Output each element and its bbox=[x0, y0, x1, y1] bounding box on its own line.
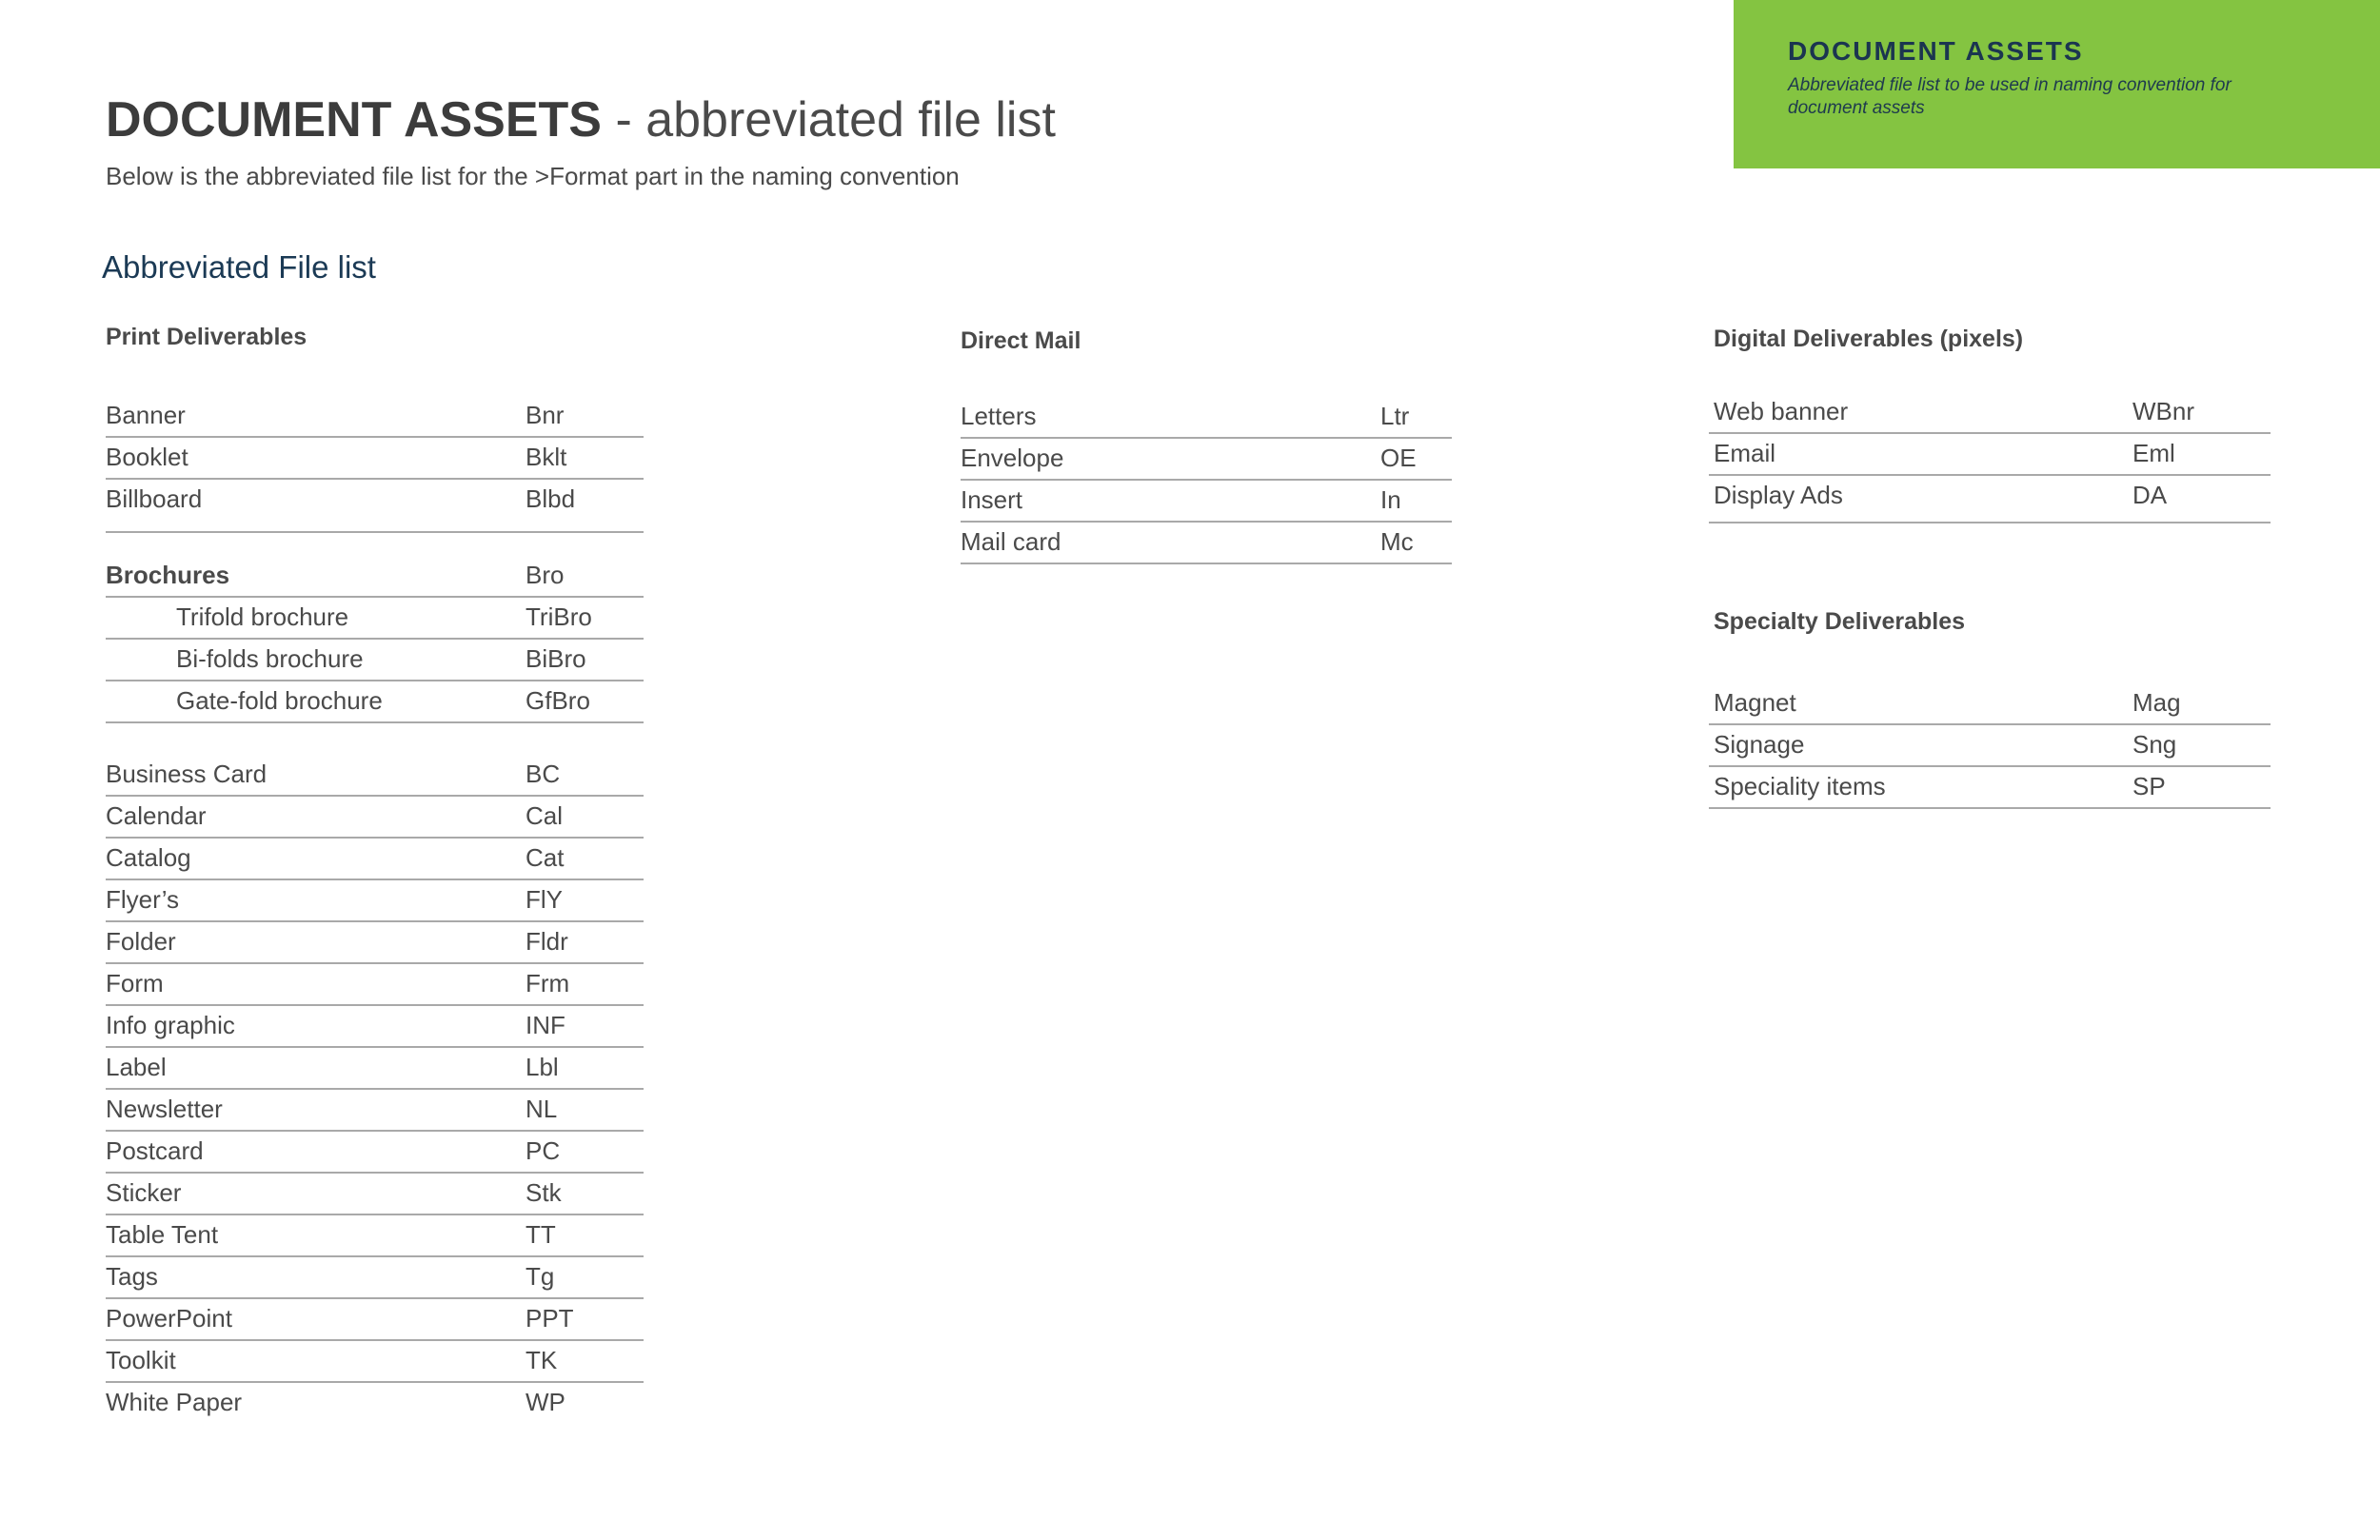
asset-name: Brochures bbox=[106, 561, 230, 589]
asset-code: BC bbox=[526, 760, 561, 788]
asset-code: DA bbox=[2132, 481, 2168, 509]
asset-name: Newsletter bbox=[106, 1095, 223, 1123]
corner-title: DOCUMENT ASSETS bbox=[1788, 36, 2084, 66]
table-row bbox=[106, 438, 644, 480]
table-row bbox=[106, 1383, 644, 1423]
asset-code: In bbox=[1380, 485, 1401, 514]
asset-name: Insert bbox=[961, 485, 1023, 514]
asset-code: Ltr bbox=[1380, 402, 1410, 430]
asset-code: BiBro bbox=[526, 644, 586, 673]
table-row bbox=[1709, 476, 2271, 523]
print-group-1 bbox=[106, 396, 644, 533]
table-row bbox=[1709, 767, 2271, 809]
asset-code: Cat bbox=[526, 843, 565, 872]
asset-code: TK bbox=[526, 1346, 558, 1374]
asset-code: Mag bbox=[2132, 688, 2181, 717]
asset-code: Bnr bbox=[526, 401, 565, 429]
table-row bbox=[1709, 683, 2271, 725]
asset-code: Bklt bbox=[526, 443, 567, 471]
table-row bbox=[1709, 392, 2271, 434]
asset-code: TriBro bbox=[526, 602, 592, 631]
table-row bbox=[106, 755, 644, 797]
table-row bbox=[961, 481, 1452, 523]
table-row bbox=[106, 964, 644, 1006]
asset-code: PC bbox=[526, 1136, 561, 1165]
asset-code: Eml bbox=[2132, 439, 2175, 467]
asset-name: Calendar bbox=[106, 801, 207, 830]
asset-name: Magnet bbox=[1714, 688, 1796, 717]
print-deliverables-title: Print Deliverables bbox=[106, 324, 307, 350]
digital-deliverables-title: Digital Deliverables (pixels) bbox=[1714, 326, 2024, 352]
asset-code: Mc bbox=[1380, 527, 1414, 556]
asset-name: Tags bbox=[106, 1262, 158, 1291]
page-intro: Below is the abbreviated file list for the >Format part in the naming convention bbox=[106, 162, 960, 190]
asset-name: Gate-fold brochure bbox=[176, 686, 383, 715]
asset-code: TT bbox=[526, 1220, 556, 1249]
table-row bbox=[106, 598, 644, 640]
table-row bbox=[961, 397, 1452, 439]
asset-name: Envelope bbox=[961, 444, 1064, 472]
table-row bbox=[106, 1174, 644, 1215]
asset-name: Web banner bbox=[1714, 397, 1849, 425]
asset-name: Info graphic bbox=[106, 1011, 235, 1039]
specialty-deliverables-title: Specialty Deliverables bbox=[1714, 608, 1966, 635]
table-row bbox=[106, 681, 644, 723]
asset-name: Label bbox=[106, 1053, 167, 1081]
table-row bbox=[106, 797, 644, 839]
page-title-rest: - abbreviated file list bbox=[602, 92, 1056, 148]
print-group-3 bbox=[106, 755, 644, 1423]
table-row bbox=[106, 880, 644, 922]
asset-code: Tg bbox=[526, 1262, 555, 1291]
table-row bbox=[106, 1215, 644, 1257]
section-heading: Abbreviated File list bbox=[102, 249, 376, 285]
asset-name: Business Card bbox=[106, 760, 268, 788]
asset-code: GfBro bbox=[526, 686, 590, 715]
asset-name: White Paper bbox=[106, 1388, 243, 1416]
digital-table bbox=[1709, 392, 2271, 523]
asset-code: Lbl bbox=[526, 1053, 559, 1081]
asset-name: Mail card bbox=[961, 527, 1061, 556]
asset-code: Frm bbox=[526, 969, 570, 997]
table-row bbox=[106, 1341, 644, 1383]
table-row bbox=[106, 1257, 644, 1299]
asset-name: Flyer’s bbox=[106, 885, 180, 914]
asset-code: INF bbox=[526, 1011, 565, 1039]
direct-mail-table bbox=[961, 397, 1452, 564]
table-row bbox=[106, 839, 644, 880]
asset-name: Postcard bbox=[106, 1136, 204, 1165]
asset-code: Blbd bbox=[526, 484, 576, 513]
table-row bbox=[106, 1048, 644, 1090]
asset-code: WP bbox=[526, 1388, 565, 1416]
specialty-table bbox=[1709, 683, 2271, 809]
direct-mail-title: Direct Mail bbox=[961, 327, 1081, 354]
table-row bbox=[106, 1299, 644, 1341]
table-row bbox=[1709, 434, 2271, 476]
asset-name: Folder bbox=[106, 927, 176, 956]
table-row bbox=[106, 480, 644, 533]
asset-name: Banner bbox=[106, 401, 186, 429]
asset-name: Trifold brochure bbox=[176, 602, 349, 631]
asset-code: Cal bbox=[526, 801, 564, 830]
table-row bbox=[961, 523, 1452, 564]
asset-code: SP bbox=[2132, 772, 2166, 800]
brochures-group bbox=[106, 556, 644, 723]
asset-name: Sticker bbox=[106, 1178, 182, 1207]
asset-code: WBnr bbox=[2132, 397, 2194, 425]
page-title-bold: DOCUMENT ASSETS bbox=[106, 92, 602, 148]
table-row bbox=[961, 439, 1452, 481]
asset-name: Speciality items bbox=[1714, 772, 1886, 800]
corner-subtitle: Abbreviated file list to be used in naming convention for document assets bbox=[1788, 75, 2231, 118]
table-row bbox=[106, 1132, 644, 1174]
corner-tab bbox=[1734, 0, 2380, 168]
asset-name: Catalog bbox=[106, 843, 191, 872]
asset-name: Display Ads bbox=[1714, 481, 1843, 509]
asset-code: Sng bbox=[2132, 730, 2177, 759]
table-row bbox=[106, 556, 644, 598]
asset-name: Letters bbox=[961, 402, 1037, 430]
asset-name: PowerPoint bbox=[106, 1304, 232, 1333]
table-row bbox=[106, 922, 644, 964]
asset-name: Toolkit bbox=[106, 1346, 176, 1374]
table-row bbox=[106, 396, 644, 438]
asset-code: Bro bbox=[526, 561, 565, 589]
table-row bbox=[1709, 725, 2271, 767]
asset-name: Bi-folds brochure bbox=[176, 644, 364, 673]
asset-name: Table Tent bbox=[106, 1220, 219, 1249]
asset-code: PPT bbox=[526, 1304, 574, 1333]
asset-name: Billboard bbox=[106, 484, 203, 513]
asset-code: Stk bbox=[526, 1178, 562, 1207]
asset-name: Booklet bbox=[106, 443, 188, 471]
asset-name: Signage bbox=[1714, 730, 1805, 759]
asset-name: Form bbox=[106, 969, 164, 997]
table-row bbox=[106, 1006, 644, 1048]
asset-name: Email bbox=[1714, 439, 1776, 467]
asset-code: FlY bbox=[526, 885, 563, 914]
table-row bbox=[106, 1090, 644, 1132]
asset-code: NL bbox=[526, 1095, 558, 1123]
table-row bbox=[106, 640, 644, 681]
page-title bbox=[106, 91, 1056, 148]
asset-code: Fldr bbox=[526, 927, 568, 956]
asset-code: OE bbox=[1380, 444, 1417, 472]
